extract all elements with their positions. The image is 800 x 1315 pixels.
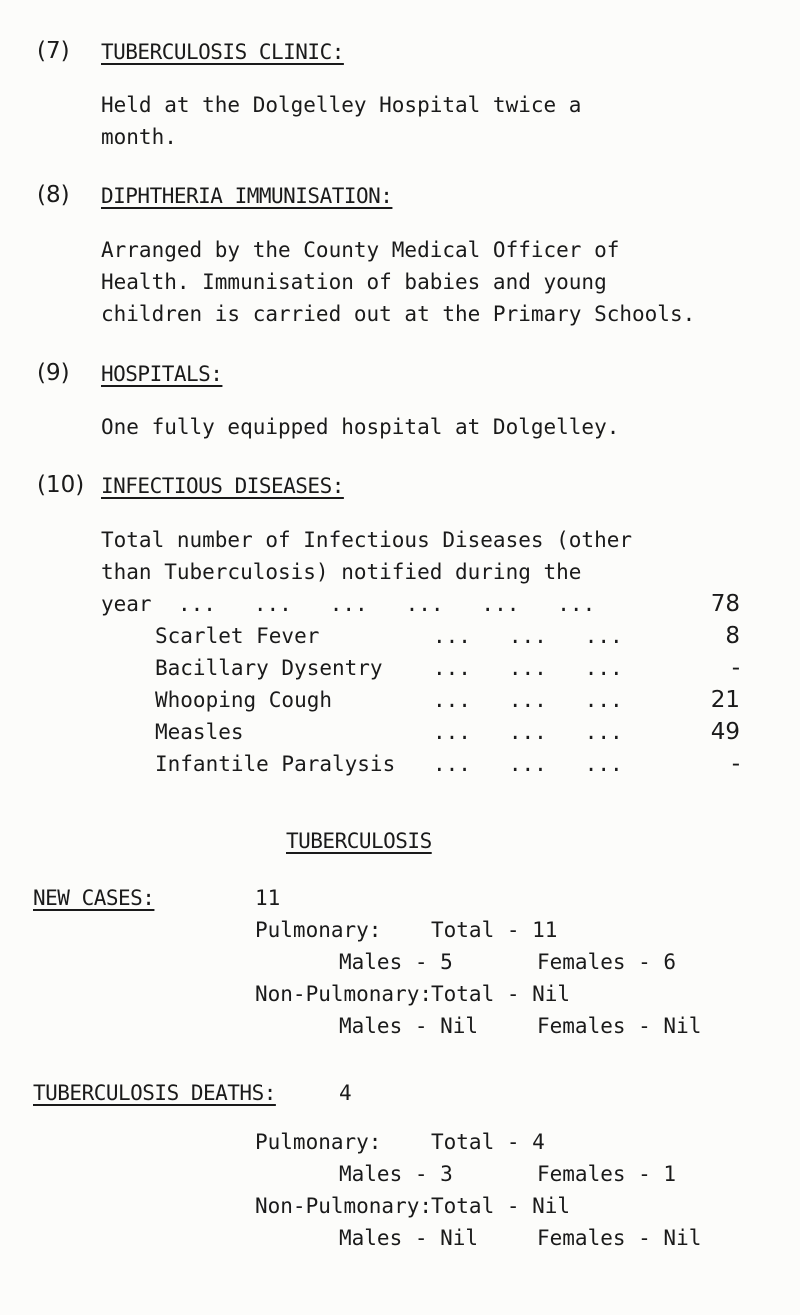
new-cases-non-pulmonary-total: Total - Nil [431, 982, 571, 1006]
disease-dots: ... ... ... [433, 688, 623, 712]
disease-value: - [731, 751, 740, 777]
disease-value: 49 [710, 719, 740, 745]
deaths-pulmonary-label: Pulmonary: [255, 1130, 382, 1154]
tuberculosis-title: TUBERCULOSIS [286, 829, 432, 853]
new-cases-non-pulmonary-males: Males - Nil [339, 1014, 479, 1038]
deaths-non-pulmonary-females: Females - Nil [537, 1226, 702, 1250]
disease-value: 21 [710, 687, 740, 713]
disease-label: Scarlet Fever [155, 624, 320, 648]
section-7-number: (7) [37, 38, 70, 64]
year-label: year [101, 592, 152, 616]
section-10-line-2: than Tuberculosis) notified during the [101, 560, 582, 584]
section-9-heading: HOSPITALS: [101, 362, 223, 386]
section-7-heading: TUBERCULOSIS CLINIC: [101, 40, 344, 64]
disease-label: Bacillary Dysentry [155, 656, 383, 680]
new-cases-non-pulmonary-females: Females - Nil [537, 1014, 702, 1038]
tb-deaths-count: 4 [339, 1081, 352, 1105]
deaths-pulmonary-females: Females - 1 [537, 1162, 677, 1186]
disease-label: Whooping Cough [155, 688, 333, 712]
section-8-number: (8) [37, 182, 70, 208]
disease-label: Measles [155, 720, 244, 744]
deaths-pulmonary-males: Males - 3 [339, 1162, 453, 1186]
new-cases-non-pulmonary-label: Non-Pulmonary: [255, 982, 433, 1006]
section-8-line-1: Arranged by the County Medical Officer of [101, 238, 620, 262]
section-8-line-2: Health. Immunisation of babies and young [101, 270, 607, 294]
deaths-non-pulmonary-label: Non-Pulmonary: [255, 1194, 433, 1218]
disease-dots: ... ... ... [433, 752, 623, 776]
new-cases-pulmonary-label: Pulmonary: [255, 918, 382, 942]
year-total-value: 78 [710, 591, 740, 617]
new-cases-pulmonary-females: Females - 6 [537, 950, 677, 974]
disease-label: Infantile Paralysis [155, 752, 396, 776]
year-dots: ... ... ... ... ... ... [178, 592, 596, 616]
new-cases-label: NEW CASES: [33, 886, 155, 910]
section-10-heading: INFECTIOUS DISEASES: [101, 474, 344, 498]
section-10-number: (10) [37, 472, 85, 498]
disease-dots: ... ... ... [433, 720, 623, 744]
disease-value: - [731, 655, 740, 681]
new-cases-count: 11 [255, 886, 281, 910]
deaths-non-pulmonary-total: Total - Nil [431, 1194, 571, 1218]
section-7-line-1: Held at the Dolgelley Hospital twice a [101, 93, 582, 117]
section-7-line-2: month. [101, 125, 177, 149]
tb-deaths-label: TUBERCULOSIS DEATHS: [33, 1081, 276, 1105]
disease-dots: ... ... ... [433, 624, 623, 648]
new-cases-pulmonary-total: Total - 11 [431, 918, 558, 942]
section-10-line-1: Total number of Infectious Diseases (other [101, 528, 633, 552]
section-8-line-3: children is carried out at the Primary Schools. [101, 302, 696, 326]
section-8-heading: DIPHTHERIA IMMUNISATION: [101, 184, 393, 208]
disease-value: 8 [725, 623, 740, 649]
deaths-pulmonary-total: Total - 4 [431, 1130, 545, 1154]
section-9-number: (9) [37, 360, 70, 386]
deaths-non-pulmonary-males: Males - Nil [339, 1226, 479, 1250]
section-9-line-1: One fully equipped hospital at Dolgelley. [101, 415, 620, 439]
new-cases-pulmonary-males: Males - 5 [339, 950, 453, 974]
disease-dots: ... ... ... [433, 656, 623, 680]
